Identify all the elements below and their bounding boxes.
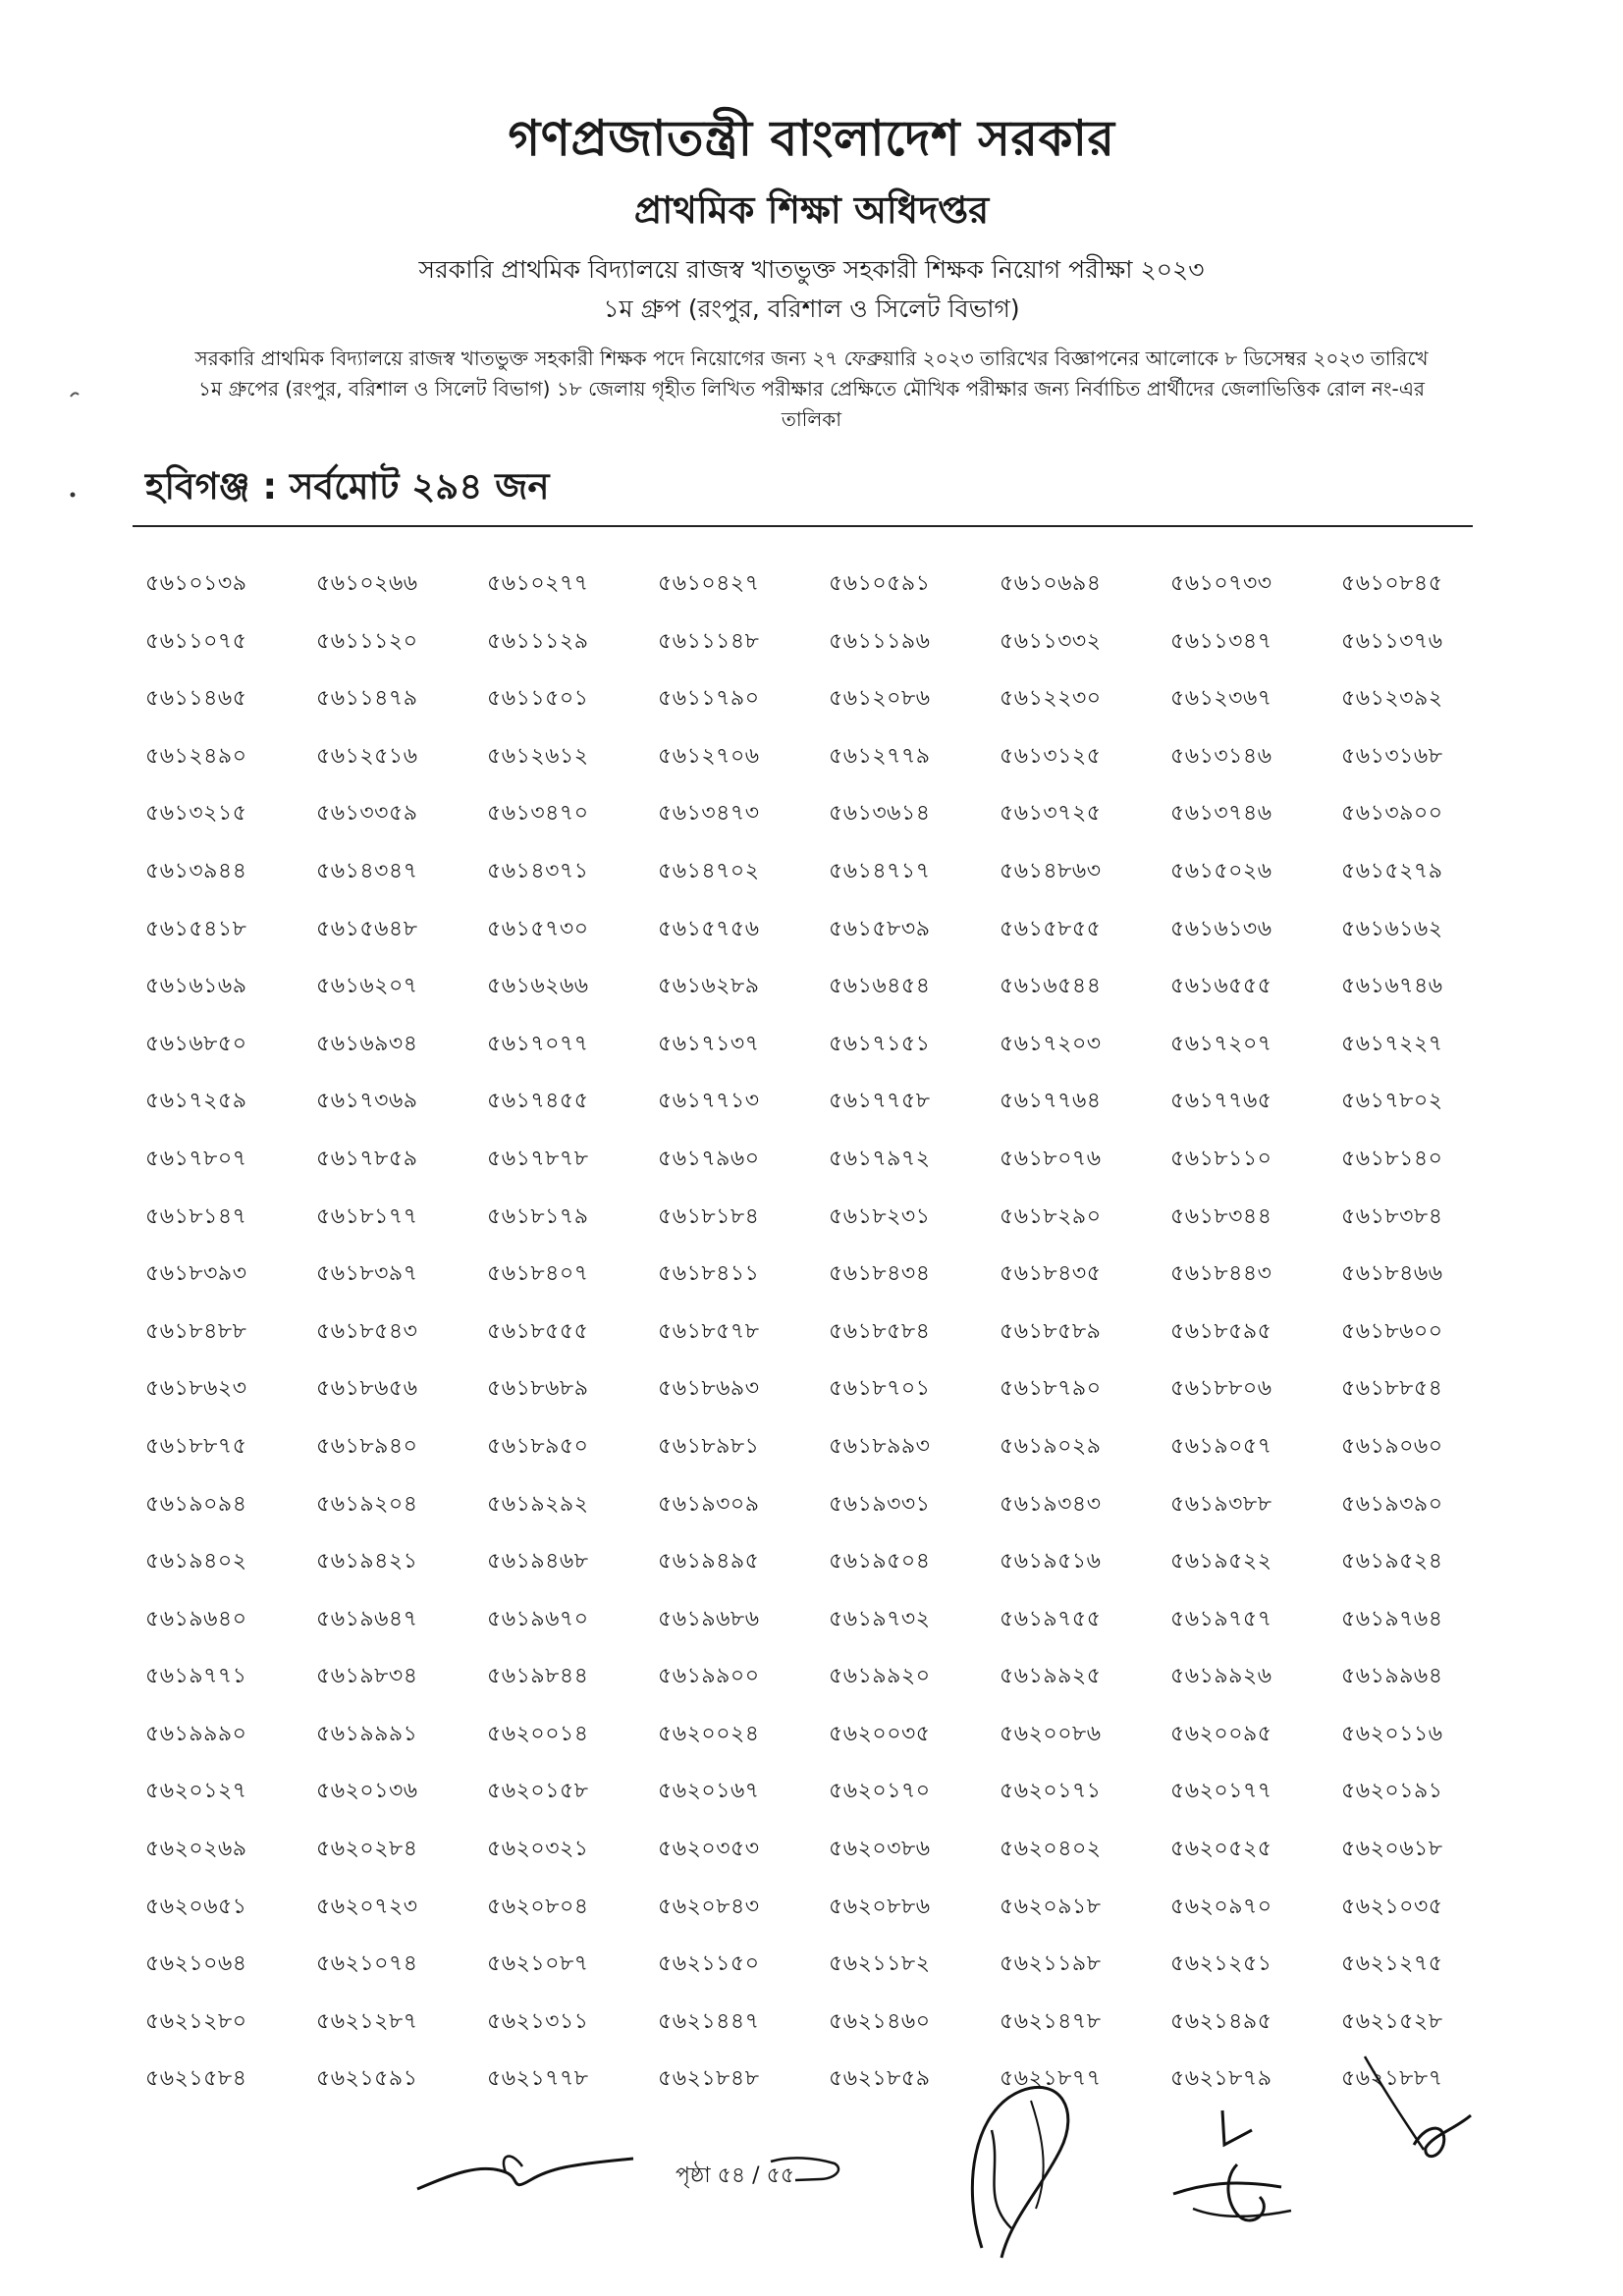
roll-number-cell: ৫৬১৬২০৭ <box>316 974 418 999</box>
roll-number-cell: ৫৬১৮৫৫৫ <box>487 1318 589 1344</box>
roll-number-cell: ৫৬১৭১৩৭ <box>658 1031 760 1056</box>
roll-number-cell: ৫৬২১০৩৫ <box>1341 1894 1443 1919</box>
roll-number-cell: ৫৬১৮৪১১ <box>658 1261 760 1287</box>
roll-number-cell: ৫৬২১১৫০ <box>658 1951 760 1977</box>
roll-number-cell: ৫৬১৬২৮৯ <box>658 974 760 999</box>
roll-number-cell: ৫৬১৪৩৭১ <box>487 858 589 883</box>
roll-number-cell: ৫৬১৮৯৮১ <box>658 1433 760 1459</box>
roll-number-cell: ৫৬১০৪২৭ <box>658 571 760 596</box>
roll-number-cell: ৫৬১৮১১০ <box>1170 1146 1272 1171</box>
roll-number-cell: ৫৬২০০২৪ <box>658 1721 760 1746</box>
roll-number-cell: ৫৬১৯৯৬৪ <box>1341 1664 1443 1689</box>
roll-number-cell: ৫৬১৮৮০৬ <box>1170 1376 1272 1402</box>
roll-number-cell: ৫৬২১৫৮৪ <box>145 2066 247 2092</box>
roll-number-cell: ৫৬১৭৮৫৯ <box>316 1146 418 1171</box>
roll-number-cell: ৫৬১৯৯২৫ <box>1000 1664 1102 1689</box>
roll-number-cell: ৫৬২০১৫৮ <box>487 1779 589 1804</box>
roll-number-cell: ৫৬১৮৬৯৩ <box>658 1376 760 1402</box>
roll-number-cell: ৫৬২১০৭৪ <box>316 1951 418 1977</box>
roll-number-cell: ৫৬২১৭৭৮ <box>487 2066 589 2092</box>
roll-number-cell: ৫৬২১২৭৫ <box>1341 1951 1443 1977</box>
scan-marks <box>59 383 98 893</box>
roll-number-cell: ৫৬১৭৮৭৮ <box>487 1146 589 1171</box>
roll-number-cell: ৫৬১৯৭৭১ <box>145 1664 247 1689</box>
roll-number-cell: ৫৬১৯৫১৬ <box>1000 1549 1102 1575</box>
roll-number-cell: ৫৬১৬১৩৬ <box>1170 916 1272 941</box>
roll-number-cell: ৫৬১৮৬২৩ <box>145 1376 247 1402</box>
roll-number-cell: ৫৬১৯৪৯৫ <box>658 1549 760 1575</box>
roll-number-cell: ৫৬১৯৭৫৭ <box>1170 1606 1272 1631</box>
roll-number-cell: ৫৬২১০৮৭ <box>487 1951 589 1977</box>
roll-number-cell: ৫৬১২৪৯০ <box>145 743 247 769</box>
roll-number-cell: ৫৬১২৫১৬ <box>316 743 418 769</box>
roll-number-cell: ৫৬১৯৩৪৩ <box>1000 1491 1102 1517</box>
roll-number-cell: ৫৬১২৭৭৯ <box>829 743 931 769</box>
roll-number-cell: ৫৬১৮৪৬৬ <box>1341 1261 1443 1287</box>
group-subtitle: ১ম গ্রুপ (রংপুর, বরিশাল ও সিলেট বিভাগ) <box>603 294 1020 323</box>
roll-number-cell: ৫৬২০৮০৪ <box>487 1894 589 1919</box>
roll-number-cell: ৫৬২১২৫১ <box>1170 1951 1272 1977</box>
roll-number-cell: ৫৬১৯২০৪ <box>316 1491 418 1517</box>
roll-number-cell: ৫৬১৯৯২৬ <box>1170 1664 1272 1689</box>
roll-number-cell: ৫৬১০২৭৭ <box>487 571 589 596</box>
roll-number-cell: ৫৬২১৮৭৯ <box>1170 2066 1272 2092</box>
roll-number-cell: ৫৬২১৮৮৭ <box>1341 2066 1443 2092</box>
roll-number-cell: ৫৬১৭৪৫৫ <box>487 1089 589 1114</box>
roll-number-cell: ৫৬১৭৭৫৮ <box>829 1089 931 1114</box>
roll-number-cell: ৫৬১৮৮৫৪ <box>1341 1376 1443 1402</box>
roll-number-cell: ৫৬১৫৬৪৮ <box>316 916 418 941</box>
roll-number-cell: ৫৬২১৪৯৫ <box>1170 2008 1272 2034</box>
roll-number-cell: ৫৬১৮৫৪৩ <box>316 1318 418 1344</box>
roll-number-cell: ৫৬১৭৭১৩ <box>658 1089 760 1114</box>
exam-title: সরকারি প্রাথমিক বিদ্যালয়ে রাজস্ব খাতভুক্ত সহকারী শিক্ষক নিয়োগ পরীক্ষা ২০২৩ <box>418 255 1205 284</box>
roll-number-cell: ৫৬১৬৭৪৬ <box>1341 974 1443 999</box>
roll-number-cell: ৫৬২০৬৫১ <box>145 1894 247 1919</box>
roll-number-cell: ৫৬১৪৭১৭ <box>829 858 931 883</box>
roll-number-cell: ৫৬১৮৬৮৯ <box>487 1376 589 1402</box>
roll-number-cell: ৫৬২০৯১৮ <box>1000 1894 1102 1919</box>
roll-number-cell: ৫৬১৩৩৫৯ <box>316 801 418 827</box>
roll-number-cell: ৫৬১৩৬১৪ <box>829 801 931 827</box>
roll-number-cell: ৫৬২০৫২৫ <box>1170 1837 1272 1862</box>
roll-number-cell: ৫৬১০২৬৬ <box>316 571 418 596</box>
roll-number-cell: ৫৬২১৫২৮ <box>1341 2008 1443 2034</box>
roll-number-cell: ৫৬১১৭৯০ <box>658 686 760 712</box>
roll-number-cell: ৫৬১৮৩৯৭ <box>316 1261 418 1287</box>
roll-number-cell: ৫৬১২৭০৬ <box>658 743 760 769</box>
roll-number-cell: ৫৬২০১১৬ <box>1341 1721 1443 1746</box>
roll-number-cell: ৫৬২০০১৪ <box>487 1721 589 1746</box>
roll-number-cell: ৫৬১৮৪০৭ <box>487 1261 589 1287</box>
roll-number-cell: ৫৬১৬১৬২ <box>1341 916 1443 941</box>
roll-number-cell: ৫৬১৮০৭৬ <box>1000 1146 1102 1171</box>
roll-number-cell: ৫৬১১৩৪৭ <box>1170 628 1272 654</box>
roll-number-cell: ৫৬১৬১৬৯ <box>145 974 247 999</box>
signature-underline-mark <box>766 2150 854 2189</box>
roll-number-cell: ৫৬১৯০৬০ <box>1341 1433 1443 1459</box>
roll-number-cell: ৫৬১৭২০৭ <box>1170 1031 1272 1056</box>
roll-number-cell: ৫৬২০২৮৪ <box>316 1837 418 1862</box>
roll-number-cell: ৫৬১৯৩০৯ <box>658 1491 760 1517</box>
roll-number-cell: ৫৬১৮৩৮৪ <box>1341 1203 1443 1229</box>
roll-number-cell: ৫৬১১৩৭৬ <box>1341 628 1443 654</box>
roll-number-cell: ৫৬১৪৮৬৩ <box>1000 858 1102 883</box>
roll-number-cell: ৫৬১৬৯৩৪ <box>316 1031 418 1056</box>
roll-number-cell: ৫৬১৫৮৩৯ <box>829 916 931 941</box>
roll-number-cell: ৫৬১৯৪০২ <box>145 1549 247 1575</box>
roll-number-cell: ৫৬১৫৪১৮ <box>145 916 247 941</box>
roll-number-cell: ৫৬২১৪৬০ <box>829 2008 931 2034</box>
roll-number-cell: ৫৬১৯৯৯০ <box>145 1721 247 1746</box>
roll-number-cell: ৫৬১৬৮৫০ <box>145 1031 247 1056</box>
roll-number-cell: ৫৬১৮৬০০ <box>1341 1318 1443 1344</box>
roll-number-cell: ৫৬১২৩৬৭ <box>1170 686 1272 712</box>
roll-number-cell: ৫৬১০৫৯১ <box>829 571 931 596</box>
roll-number-cell: ৫৬১৮৫৮৪ <box>829 1318 931 1344</box>
roll-number-cell: ৫৬১৮১৭৯ <box>487 1203 589 1229</box>
roll-number-cell: ৫৬১৩৪৭৩ <box>658 801 760 827</box>
roll-number-cell: ৫৬১৮৩৪৪ <box>1170 1203 1272 1229</box>
roll-number-cell: ৫৬২০১৭১ <box>1000 1779 1102 1804</box>
roll-number-cell: ৫৬১০৮৪৫ <box>1341 571 1443 596</box>
roll-number-cell: ৫৬১৮২৯০ <box>1000 1203 1102 1229</box>
roll-number-cell: ৫৬১৯৭৩২ <box>829 1606 931 1631</box>
roll-number-cell: ৫৬১০১৩৯ <box>145 571 247 596</box>
roll-number-table <box>145 566 1481 2119</box>
roll-number-cell: ৫৬১৭২৫৯ <box>145 1089 247 1114</box>
roll-number-cell: ৫৬১৪৩৪৭ <box>316 858 418 883</box>
roll-number-cell: ৫৬২০১৭৭ <box>1170 1779 1272 1804</box>
roll-number-cell: ৫৬২১৮৭৭ <box>1000 2066 1102 2092</box>
roll-number-cell: ৫৬১৯৭৬৪ <box>1341 1606 1443 1631</box>
roll-number-cell: ৫৬১৯৮৩৪ <box>316 1664 418 1689</box>
signature-3 <box>1163 2101 1301 2238</box>
roll-number-cell: ৫৬১৯৮৪৪ <box>487 1664 589 1689</box>
roll-number-cell: ৫৬২০১৬৭ <box>658 1779 760 1804</box>
roll-number-cell: ৫৬১৩৯০০ <box>1341 801 1443 827</box>
signature-4 <box>1355 2052 1483 2179</box>
roll-number-cell: ৫৬১১৪৬৫ <box>145 686 247 712</box>
roll-number-cell: ৫৬২১১৮২ <box>829 1951 931 1977</box>
roll-number-cell: ৫৬১৩৭২৫ <box>1000 801 1102 827</box>
roll-number-cell: ৫৬১৮৪৩৫ <box>1000 1261 1102 1287</box>
roll-number-cell: ৫৬১৩১৬৮ <box>1341 743 1443 769</box>
roll-number-cell: ৫৬১১৩৩২ <box>1000 628 1102 654</box>
notice-paragraph: সরকারি প্রাথমিক বিদ্যালয়ে রাজস্ব খাতভুক্ত সহকারী শিক্ষক পদে নিয়োগের জন্য ২৭ ফেব্রুয়ারি ২০২৩ তারিখের বিজ্ঞাপনের আলোকে ৮ ডিসেম্বর ২০২৩ তারিখে ১ম গ্রুপের (রংপুর, বরিশাল ও সিলেট বিভাগ) ১৮ জেলায় গৃহীত লিখিত পরীক্ষার প্রেক্ষিতে মৌখিক পরীক্ষার জন্য নির্বাচিত প্রার্থীদের জেলাভিত্তিক রোল নং-এর তালিকা <box>194 347 1429 431</box>
roll-number-cell: ৫৬১৭৭৬৪ <box>1000 1089 1102 1114</box>
roll-number-cell: ৫৬১১১২০ <box>316 628 418 654</box>
roll-number-cell: ৫৬১৮৩৯৩ <box>145 1261 247 1287</box>
roll-number-cell: ৫৬২০৩৫৩ <box>658 1837 760 1862</box>
roll-number-cell: ৫৬১৭২০৩ <box>1000 1031 1102 1056</box>
roll-number-cell: ৫৬২১২৮৭ <box>316 2008 418 2034</box>
roll-number-cell: ৫৬২০৭২৩ <box>316 1894 418 1919</box>
roll-number-cell: ৫৬১৯৩৮৮ <box>1170 1491 1272 1517</box>
heading-divider <box>133 525 1473 527</box>
roll-number-cell: ৫৬১৫৭৩০ <box>487 916 589 941</box>
roll-number-cell: ৫৬২০৩২১ <box>487 1837 589 1862</box>
roll-number-cell: ৫৬১৫২৭৯ <box>1341 858 1443 883</box>
roll-number-cell: ৫৬১১৪৭৯ <box>316 686 418 712</box>
roll-number-cell: ৫৬২০০৯৫ <box>1170 1721 1272 1746</box>
roll-number-cell: ৫৬১৩৯৪৪ <box>145 858 247 883</box>
roll-number-cell: ৫৬১৯৯০০ <box>658 1664 760 1689</box>
roll-number-cell: ৫৬২০৩৮৬ <box>829 1837 931 1862</box>
roll-number-cell: ৫৬১৫০২৬ <box>1170 858 1272 883</box>
signature-2 <box>943 2071 1090 2268</box>
roll-number-cell: ৫৬১৯৩৯০ <box>1341 1491 1443 1517</box>
roll-number-cell: ৫৬১৭৯৬০ <box>658 1146 760 1171</box>
roll-number-cell: ৫৬১০৭৩৩ <box>1170 571 1272 596</box>
roll-number-cell: ৫৬১৫৭৫৬ <box>658 916 760 941</box>
roll-number-cell: ৫৬২১০৬৪ <box>145 1951 247 1977</box>
roll-number-cell: ৫৬১৯৫০৪ <box>829 1549 931 1575</box>
roll-number-cell: ৫৬১১৫০১ <box>487 686 589 712</box>
roll-number-cell: ৫৬২০১৩৬ <box>316 1779 418 1804</box>
roll-number-cell: ৫৬১৮৭০১ <box>829 1376 931 1402</box>
roll-number-cell: ৫৬২১৪৪৭ <box>658 2008 760 2034</box>
roll-number-cell: ৫৬১৭১৫১ <box>829 1031 931 1056</box>
roll-number-cell: ৫৬১৮৪৩৪ <box>829 1261 931 1287</box>
roll-number-cell: ৫৬২০৯৭০ <box>1170 1894 1272 1919</box>
roll-number-cell: ৫৬১৮১৭৭ <box>316 1203 418 1229</box>
roll-number-cell: ৫৬১৮৯৯৩ <box>829 1433 931 1459</box>
roll-number-cell: ৫৬১২০৮৬ <box>829 686 931 712</box>
roll-number-cell: ৫৬২০১৯১ <box>1341 1779 1443 1804</box>
roll-number-cell: ৫৬২১৮৫৯ <box>829 2066 931 2092</box>
roll-number-cell: ৫৬১২২৩০ <box>1000 686 1102 712</box>
roll-number-cell: ৫৬১৬৪৫৪ <box>829 974 931 999</box>
roll-number-cell: ৫৬১৯০২৯ <box>1000 1433 1102 1459</box>
roll-number-cell: ৫৬১৮৫৯৫ <box>1170 1318 1272 1344</box>
roll-number-cell: ৫৬১৮৯৫০ <box>487 1433 589 1459</box>
roll-number-cell: ৫৬১৮৪৪৩ <box>1170 1261 1272 1287</box>
government-title: গণপ্রজাতন্ত্রী বাংলাদেশ সরকার <box>508 110 1115 167</box>
roll-number-cell: ৫৬২০৮৪৩ <box>658 1894 760 1919</box>
roll-number-cell: ৫৬১৯৬৪০ <box>145 1606 247 1631</box>
roll-number-cell: ৫৬২০৬১৮ <box>1341 1837 1443 1862</box>
roll-number-cell: ৫৬১৩১৪৬ <box>1170 743 1272 769</box>
roll-number-cell: ৫৬১৯২৯২ <box>487 1491 589 1517</box>
roll-number-cell: ৫৬১৮৭৯০ <box>1000 1376 1102 1402</box>
roll-number-cell: ৫৬১৮৮৭৫ <box>145 1433 247 1459</box>
roll-number-cell: ৫৬১৯৫২৪ <box>1341 1549 1443 1575</box>
roll-number-cell: ৫৬১৬৫৫৫ <box>1170 974 1272 999</box>
roll-number-cell: ৫৬১১১৪৮ <box>658 628 760 654</box>
district-heading: হবিগঞ্জ : সর্বমোট ২৯৪ জন <box>145 465 550 507</box>
roll-number-cell: ৫৬১৩১২৫ <box>1000 743 1102 769</box>
roll-number-cell: ৫৬১৭০৭৭ <box>487 1031 589 1056</box>
roll-number-cell: ৫৬১৯০৫৭ <box>1170 1433 1272 1459</box>
roll-number-cell: ৫৬১২৩৯২ <box>1341 686 1443 712</box>
roll-number-cell: ৫৬২১৩১১ <box>487 2008 589 2034</box>
roll-number-cell: ৫৬২০১৭০ <box>829 1779 931 1804</box>
roll-number-cell: ৫৬২০২৬৯ <box>145 1837 247 1862</box>
roll-number-cell: ৫৬১৩৭৪৬ <box>1170 801 1272 827</box>
roll-number-cell: ৫৬১৮১৪৭ <box>145 1203 247 1229</box>
roll-number-cell: ৫৬১৫৮৫৫ <box>1000 916 1102 941</box>
roll-number-cell: ৫৬১৪৭০২ <box>658 858 760 883</box>
roll-number-cell: ৫৬১৮১৮৪ <box>658 1203 760 1229</box>
roll-number-cell: ৫৬১০৬৯৪ <box>1000 571 1102 596</box>
roll-number-cell: ৫৬১৬৫৪৪ <box>1000 974 1102 999</box>
roll-number-cell: ৫৬১৯৭৫৫ <box>1000 1606 1102 1631</box>
roll-number-cell: ৫৬২১৫৯১ <box>316 2066 418 2092</box>
roll-number-cell: ৫৬১৯৫২২ <box>1170 1549 1272 1575</box>
roll-number-cell: ৫৬১৮৪৮৮ <box>145 1318 247 1344</box>
roll-number-cell: ৫৬১৯৪৬৮ <box>487 1549 589 1575</box>
roll-number-cell: ৫৬১২৬১২ <box>487 743 589 769</box>
roll-number-cell: ৫৬১৯৯২০ <box>829 1664 931 1689</box>
roll-number-cell: ৫৬২০১২৭ <box>145 1779 247 1804</box>
roll-number-cell: ৫৬১৭৮০৭ <box>145 1146 247 1171</box>
roll-number-cell: ৫৬১৭৮০২ <box>1341 1089 1443 1114</box>
roll-number-cell: ৫৬১১১৯৬ <box>829 628 931 654</box>
roll-number-cell: ৫৬১৮২৩১ <box>829 1203 931 1229</box>
roll-number-cell: ৫৬২১৮৪৮ <box>658 2066 760 2092</box>
roll-number-cell: ৫৬১৯৬৮৬ <box>658 1606 760 1631</box>
roll-number-cell: ৫৬১৯৩৩১ <box>829 1491 931 1517</box>
roll-number-cell: ৫৬২০৮৮৬ <box>829 1894 931 1919</box>
roll-number-cell: ৫৬১৮৯৪০ <box>316 1433 418 1459</box>
roll-number-cell: ৫৬২১২৮০ <box>145 2008 247 2034</box>
department-title: প্রাথমিক শিক্ষা অধিদপ্তর <box>633 188 990 232</box>
roll-number-cell: ৫৬১৭৯৭২ <box>829 1146 931 1171</box>
roll-number-cell: ৫৬২০৪০২ <box>1000 1837 1102 1862</box>
roll-number-cell: ৫৬২০০৮৬ <box>1000 1721 1102 1746</box>
roll-number-cell: ৫৬২১১৯৮ <box>1000 1951 1102 1977</box>
document-header <box>0 106 1623 435</box>
roll-number-cell: ৫৬১৮৬৫৬ <box>316 1376 418 1402</box>
roll-number-cell: ৫৬১৯৬৭০ <box>487 1606 589 1631</box>
roll-number-cell: ৫৬১৩৪৭০ <box>487 801 589 827</box>
page-number: পৃষ্ঠা ৫৪ / ৫৫ <box>676 2163 795 2188</box>
roll-number-cell: ৫৬১৮১৪০ <box>1341 1146 1443 1171</box>
roll-number-cell: ৫৬১৯৪২১ <box>316 1549 418 1575</box>
roll-number-cell: ৫৬১৯৯৯১ <box>316 1721 418 1746</box>
roll-number-cell: ৫৬১৬২৬৬ <box>487 974 589 999</box>
roll-number-cell: ৫৬১৭২২৭ <box>1341 1031 1443 1056</box>
roll-number-cell: ৫৬১৯০৯৪ <box>145 1491 247 1517</box>
roll-number-cell: ৫৬১৭৩৬৯ <box>316 1089 418 1114</box>
roll-number-cell: ৫৬১৭৭৬৫ <box>1170 1089 1272 1114</box>
roll-number-cell: ৫৬১৩২১৫ <box>145 801 247 827</box>
signature-1 <box>412 2145 638 2204</box>
roll-number-cell: ৫৬১৮৫৭৮ <box>658 1318 760 1344</box>
roll-number-cell: ৫৬১১০৭৫ <box>145 628 247 654</box>
roll-number-cell: ৫৬২০০৩৫ <box>829 1721 931 1746</box>
roll-number-cell: ৫৬১৯৬৪৭ <box>316 1606 418 1631</box>
roll-number-cell: ৫৬২১৪৭৮ <box>1000 2008 1102 2034</box>
roll-number-cell: ৫৬১১১২৯ <box>487 628 589 654</box>
roll-number-cell: ৫৬১৮৫৮৯ <box>1000 1318 1102 1344</box>
